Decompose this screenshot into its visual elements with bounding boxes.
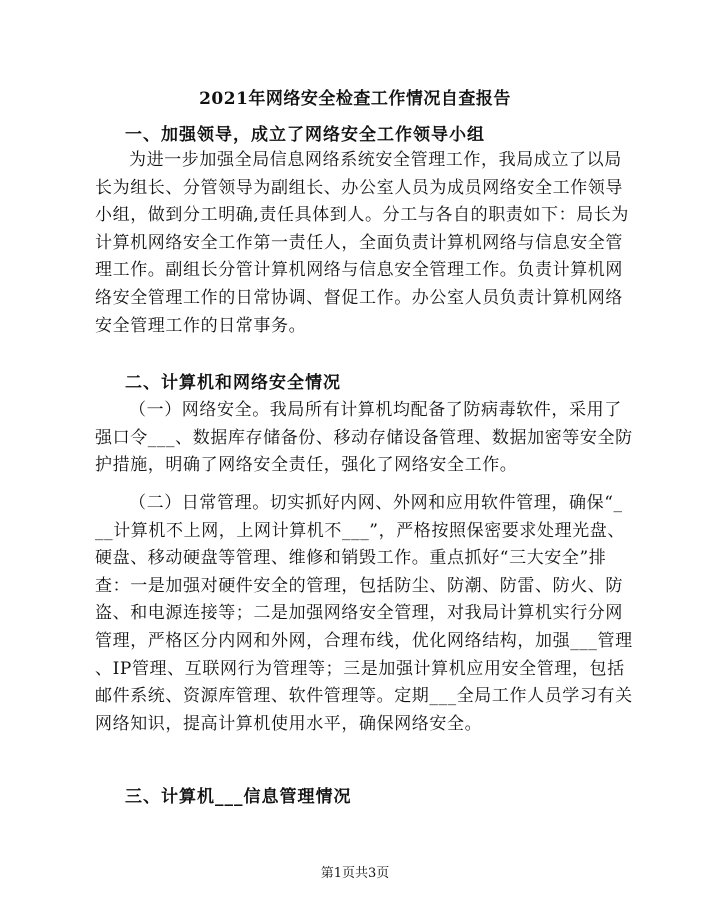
paragraph-line: 网络知识，提高计算机使用水平，确保网络安全。	[95, 713, 483, 734]
paragraph-line: 理工作。副组长分管计算机网络与信息安全管理工作。负责计算机网	[95, 260, 623, 281]
paragraph-line: 计算机网络安全工作第一责任人，全面负责计算机网络与信息安全管	[95, 232, 623, 253]
paragraph-line: 、IP管理、互联网行为管理等；三是加强计算机应用安全管理，包括	[95, 658, 625, 679]
paragraph-line: __计算机不上网，上网计算机不___”，严格按照保密要求处理光盘、	[95, 520, 625, 541]
section-2-heading: 二、计算机和网络安全情况	[125, 373, 341, 393]
paragraph-line: 为进一步加强全局信息网络系统安全管理工作，我局成立了以局	[129, 150, 622, 170]
section-1-paragraph	[95, 147, 630, 340]
section-3-heading: 三、计算机___信息管理情况	[125, 787, 352, 807]
paragraph-line: 长为组长、分管领导为副组长、办公室人员为成员网络安全工作领导	[95, 177, 623, 198]
paragraph-line: 查：一是加强对硬件安全的管理，包括防尘、防潮、防雷、防火、防	[95, 575, 623, 596]
paragraph-line: 护措施，明确了网络安全责任，强化了网络安全工作。	[95, 455, 518, 476]
paragraph-line: （一）网络安全。我局所有计算机均配备了防病毒软件，采用了	[129, 400, 622, 420]
document-title: 2021年网络安全检查工作情况自查报告	[199, 89, 511, 109]
page-footer: 第1页共3页	[320, 866, 390, 881]
paragraph-line: 管理，严格区分内网和外网，合理布线，优化网络结构，加强___管理	[95, 630, 633, 651]
section-2-paragraph-1	[95, 397, 633, 480]
paragraph-line: 安全管理工作的日常事务。	[95, 315, 307, 336]
section-1-heading: 一、加强领导，成立了网络安全工作领导小组	[125, 125, 485, 145]
paragraph-line: 强口令___、数据库存储备份、移动存储设备管理、数据加密等安全防	[95, 427, 633, 448]
paragraph-line: 小组，做到分工明确,责任具体到人。分工与各自的职责如下：局长为	[95, 205, 630, 226]
paragraph-line: 硬盘、移动硬盘等管理、维修和销毁工作。重点抓好“三大安全”排	[95, 548, 607, 569]
paragraph-line: 络安全管理工作的日常协调、督促工作。办公室人员负责计算机网络	[95, 287, 623, 308]
paragraph-line: 邮件系统、资源库管理、软件管理等。定期___全局工作人员学习有关	[95, 686, 633, 707]
paragraph-line: （二）日常管理。切实抓好内网、外网和应用软件管理，确保“_	[129, 493, 623, 513]
section-2-paragraph-2	[95, 490, 633, 738]
paragraph-line: 盗、和电源连接等；二是加强网络安全管理，对我局计算机实行分网	[95, 603, 623, 624]
